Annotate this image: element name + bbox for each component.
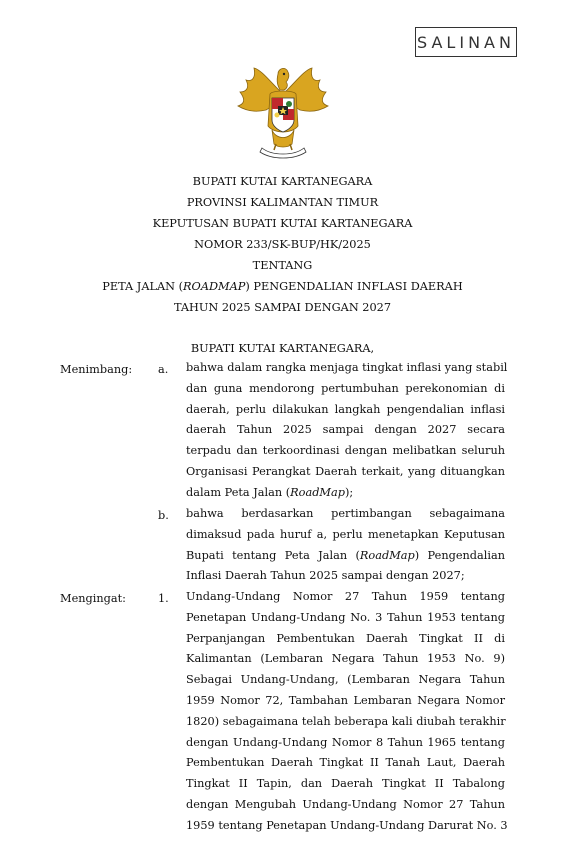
text-line: dalam Peta Jalan (RoadMap); — [186, 485, 354, 499]
text-line: dan guna mendorong pertumbuhan perekonomian di — [186, 381, 505, 395]
text-line: dengan Undang-Undang Nomor 8 Tahun 1965 tentang — [186, 735, 505, 749]
text-line: Penetapan Undang-Undang No. 3 Tahun 1953 tentang — [186, 610, 505, 624]
text-line: Tingkat II Tapin, dan Daerah Tingkat II Tabalong — [186, 777, 505, 791]
menimbang-label: Menimbang: — [60, 363, 133, 376]
menimbang-b-text — [186, 504, 505, 587]
decree-subject-line1: PETA JALAN (ROADMAP) PENGENDALIAN INFLASI DAERAH — [102, 280, 463, 293]
text-line: dimaksud pada huruf a, perlu menetapkan Keputusan — [186, 527, 505, 541]
text-line: Inflasi Daerah Tahun 2025 sampai dengan 2027; — [186, 569, 465, 583]
text-line: Pembentukan Daerah Tingkat II Tanah Laut, Daerah — [186, 756, 505, 770]
mengingat-1-number: 1. — [158, 592, 169, 605]
opening-line: BUPATI KUTAI KARTANEGARA, — [190, 342, 375, 355]
mengingat-label: Mengingat: — [60, 592, 126, 605]
province-name: PROVINSI KALIMANTAN TIMUR — [186, 196, 379, 209]
menimbang-a-text — [186, 358, 508, 504]
regent-title: BUPATI KUTAI KARTANEGARA — [192, 175, 373, 188]
mengingat-1-text — [186, 587, 508, 837]
text-line: terpadu dan terkoordinasi dengan melibatkan seluruh — [186, 444, 505, 458]
text-line: 1959 Nomor 72, Tambahan Lembaran Negara Nomor — [186, 693, 505, 707]
text-line: Sebagai Undang-Undang, (Lembaran Negara Tahun — [186, 673, 505, 687]
text-line: Kalimantan (Lembaran Negara Tahun 1953 No. 9) — [186, 652, 505, 666]
text-line: bahwa dalam rangka menjaga tingkat inflasi yang stabil — [186, 361, 508, 374]
text-line: 1820) sebagaimana telah beberapa kali diubah terakhir — [186, 714, 506, 728]
text-line: Bupati tentang Peta Jalan (RoadMap) Pengendalian — [186, 548, 505, 562]
text-line: daerah Tahun 2025 sampai dengan 2027 secara — [186, 423, 505, 437]
garuda-emblem — [232, 64, 334, 164]
text-line: Perpanjangan Pembentukan Daerah Tingkat II di — [186, 631, 505, 645]
about-label: TENTANG — [252, 259, 313, 272]
text-line: 1959 tentang Penetapan Undang-Undang Darurat No. 3 — [186, 818, 508, 832]
decree-subject-line2: TAHUN 2025 SAMPAI DENGAN 2027 — [173, 301, 392, 314]
text-line: Undang-Undang Nomor 27 Tahun 1959 tentang — [186, 590, 505, 603]
decree-title: KEPUTUSAN BUPATI KUTAI KARTANEGARA — [152, 217, 413, 230]
text-line: Organisasi Perangkat Daerah terkait, yang dituangkan — [186, 464, 505, 478]
decree-number: NOMOR 233/SK-BUP/HK/2025 — [194, 238, 371, 251]
salinan-stamp: SALINAN — [415, 27, 517, 57]
menimbang-b-number: b. — [158, 509, 169, 522]
text-line: daerah, perlu dilakukan langkah pengendalian inflasi — [186, 402, 505, 416]
menimbang-a-number: a. — [158, 363, 169, 376]
text-line: dengan Mengubah Undang-Undang Nomor 27 Tahun — [186, 797, 505, 811]
text-line: bahwa berdasarkan pertimbangan sebagaimana — [186, 507, 505, 520]
